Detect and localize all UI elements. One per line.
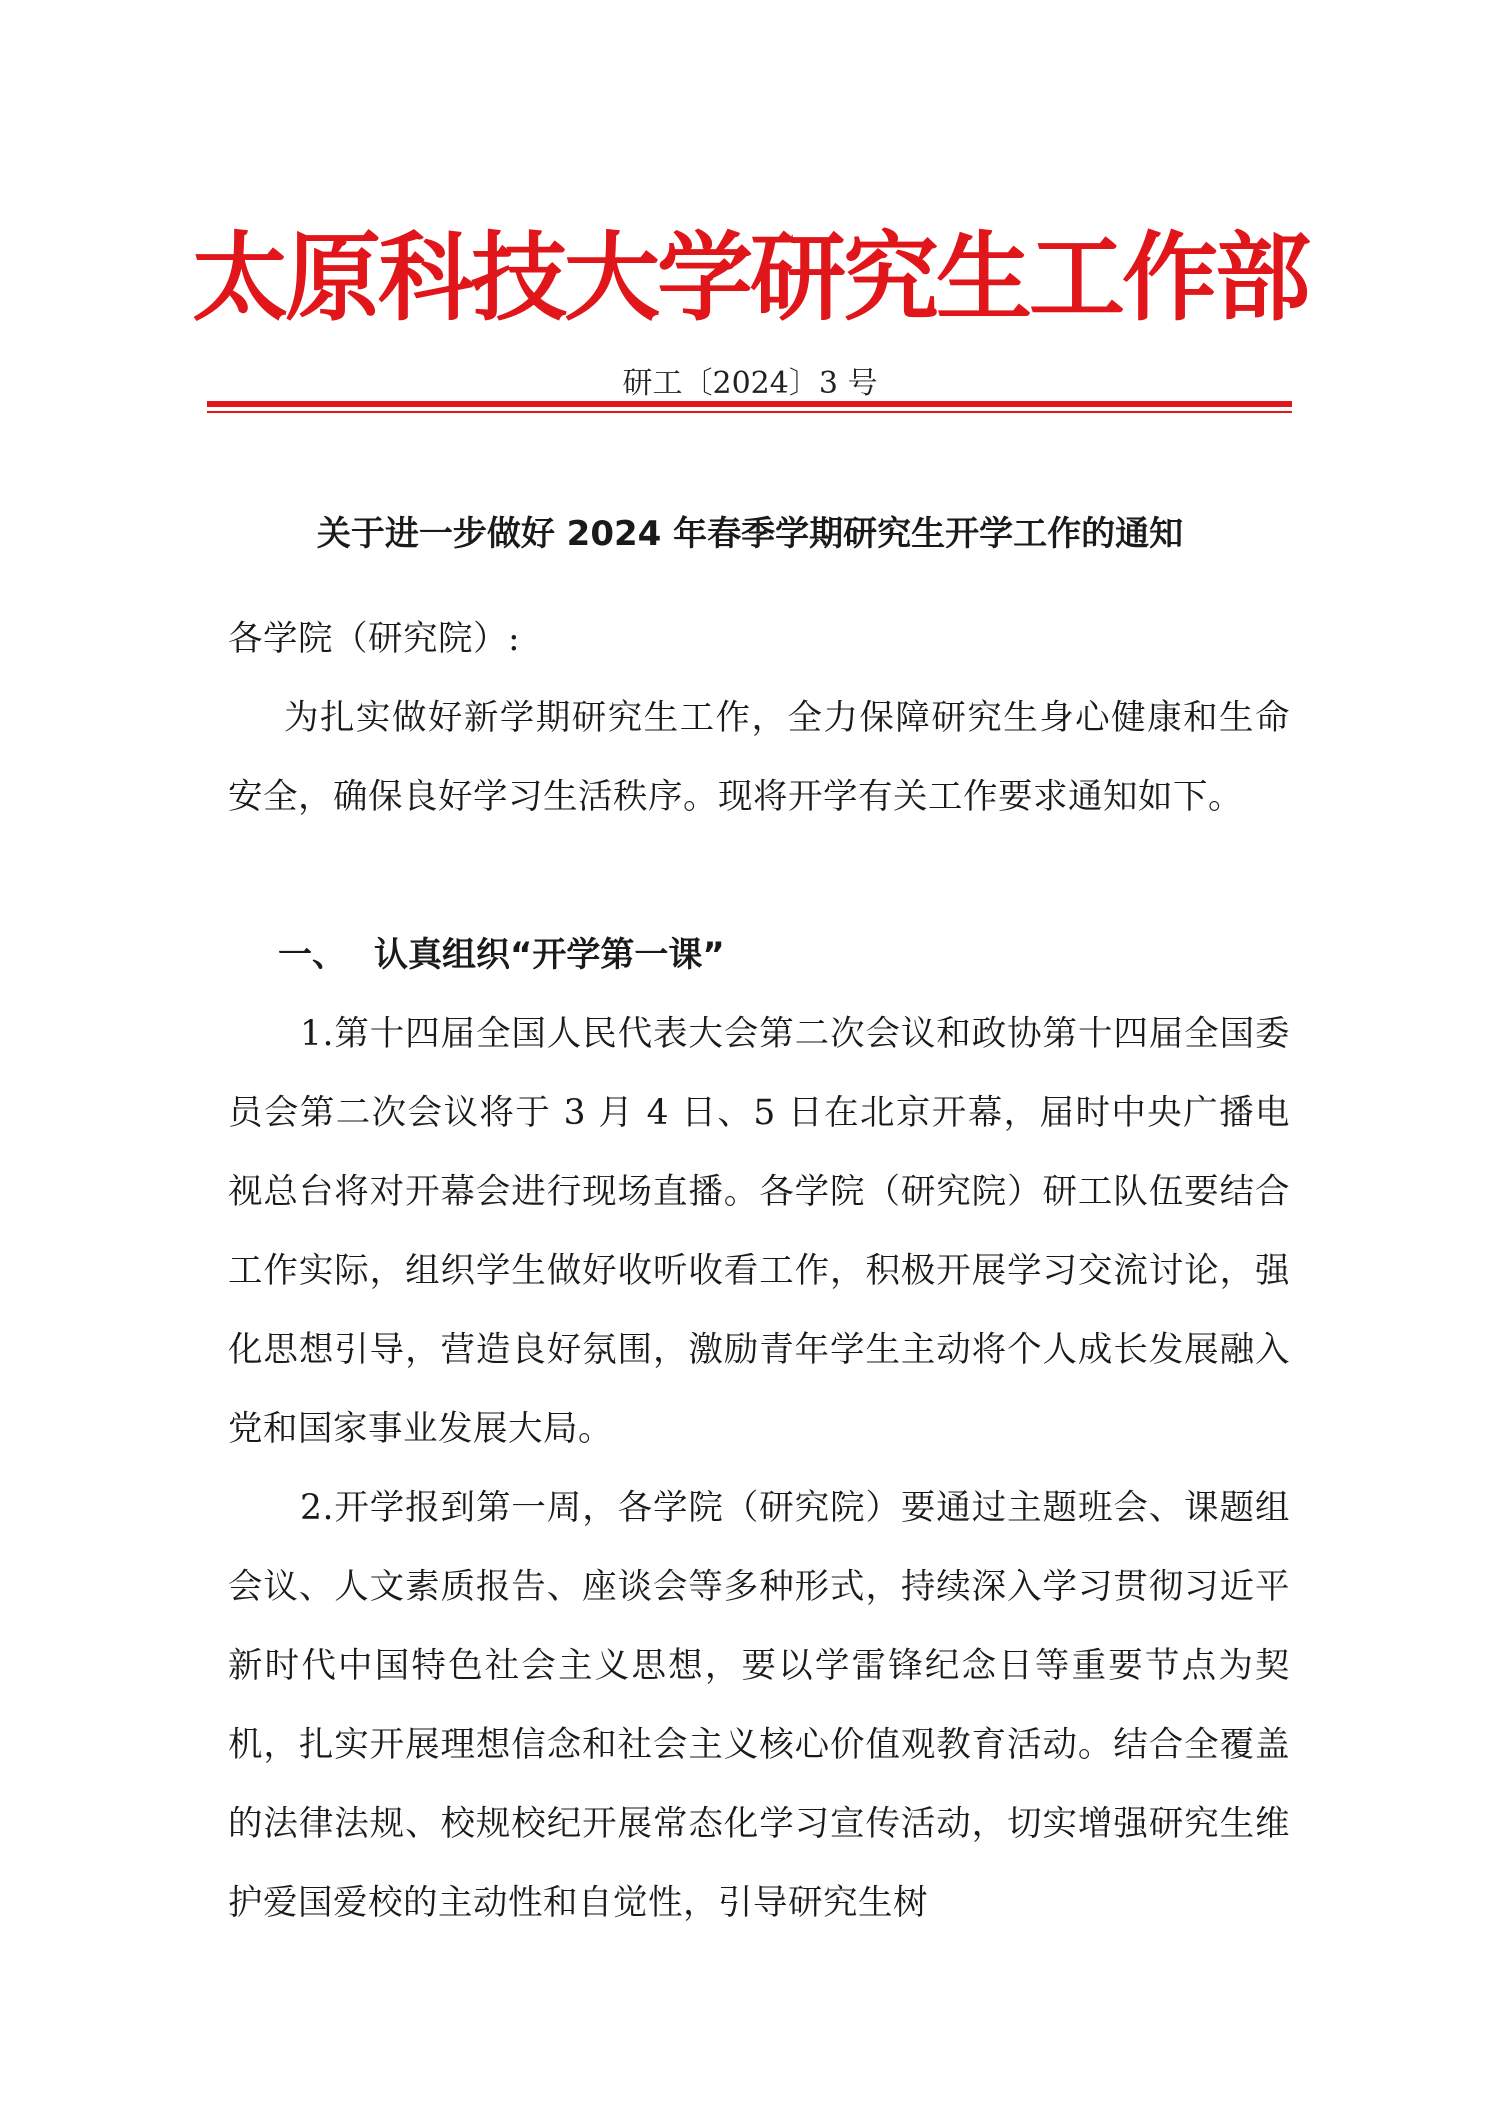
paragraph-item-2: 2.开学报到第一周，各学院（研究院）要通过主题班会、课题组会议、人文素质报告、座谈会等多种形式，持续深入学习贯彻习近平新时代中国特色社会主义思想，要以学雷锋纪念日等重要节点为契机，扎实开展理想信念和社会主义核心价值观教育活动。结合全覆盖的法律法规、校规校纪开展常态化学习宣传活动，切实增强研究生维护爱国爱校的主动性和自觉性，引导研究生树 [228, 1488, 1290, 1923]
salutation: 各学院（研究院）: [228, 619, 521, 659]
paragraph-item-1: 1.第十四届全国人民代表大会第二次会议和政协第十四届全国委员会第二次会议将于 3 月 4 日、5 日在北京开幕，届时中央广播电视总台将对开幕会进行现场直播。各学院（研究院）研工队伍要结合工作实际，组织学生做好收听收看工作，积极开展学习交流讨论，强化思想引导，营造良好氛围，激励青年学生主动将个人成长发展融入党和国家事业发展大局。 [228, 1014, 1290, 1449]
intro-paragraph: 为扎实做好新学期研究生工作，全力保障研究生身心健康和生命安全，确保良好学习生活秩序。现将开学有关工作要求通知如下。 [228, 698, 1290, 817]
section-heading [278, 916, 725, 995]
document-number: 研工〔2024〕3 号 [622, 366, 878, 401]
notice-title: 关于进一步做好 2024 年春季学期研究生开学工作的通知 [316, 514, 1184, 554]
section-heading-text: 认真组织“开学第一课” [374, 935, 725, 975]
section-number: 一、 [278, 935, 346, 975]
red-divider-thin [207, 411, 1292, 413]
red-divider-thick [207, 401, 1292, 407]
masthead-title: 太原科技大学研究生工作部 [192, 222, 1308, 334]
